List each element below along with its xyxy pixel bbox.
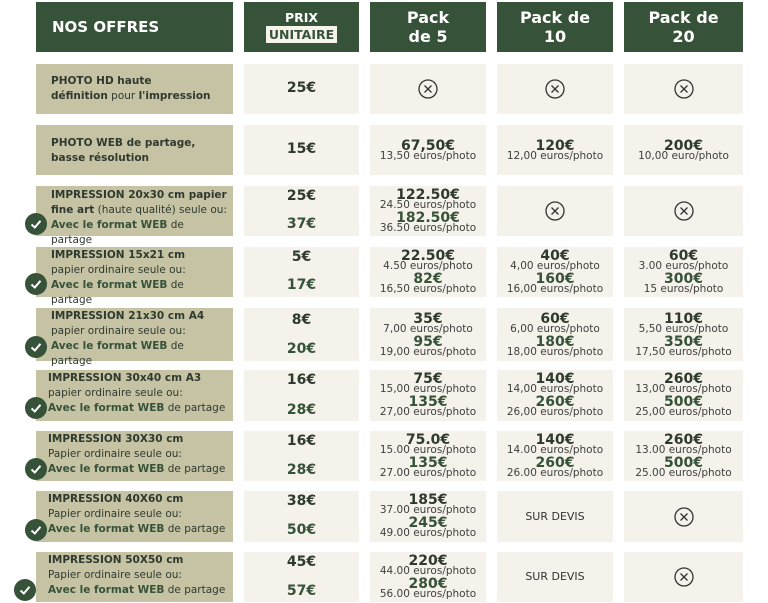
unit-price: 15€ <box>286 141 317 157</box>
check-circle-icon <box>25 519 47 541</box>
pack10-cell: 60€ 6,00 euros/photo 180€ 18,00 euros/photo <box>497 308 613 361</box>
header-offers-label: NOS OFFRES <box>52 18 160 36</box>
check-circle-icon <box>14 579 36 601</box>
pack20-cell: 260€ 13,00 euros/photo 500€ 25,00 euros/photo <box>624 370 743 421</box>
pack5-cell <box>370 125 486 175</box>
pack5-cell: 220€ 44.00 euros/photo 280€ 56.00 euros/photo <box>370 552 486 602</box>
row-label-40x60: IMPRESSION 40X60 cm Papier ordinaire seule ou: Avec le format WEB de partage <box>36 491 233 542</box>
pack5-cell: 75.0€ 15.00 euros/photo 135€ 27.00 euros/photo <box>370 431 486 481</box>
check-circle-icon <box>25 273 47 295</box>
check-circle-icon <box>25 336 47 358</box>
pack-price: 120€ <box>535 138 575 154</box>
row-label-15x21: IMPRESSION 15x21 cm papier ordinaire seule ou: Avec le format WEB de partage <box>36 247 233 297</box>
pack10-cell <box>497 552 613 602</box>
quote-text: SUR DEVIS <box>525 509 585 523</box>
circle-x-icon <box>545 79 565 99</box>
pack10-cell: 140€ 14,00 euros/photo 260€ 26,00 euros/photo <box>497 370 613 421</box>
pack20-cell: 110€ 5,50 euros/photo 350€ 17,50 euros/photo <box>624 308 743 361</box>
pack10-cell <box>497 125 613 175</box>
circle-x-icon <box>418 79 438 99</box>
pack20-cell: 60€ 3.00 euros/photo 300€ 15 euros/photo <box>624 247 743 297</box>
unit-price-cell <box>244 125 359 175</box>
pack5-cell: 75€ 15,00 euros/photo 135€ 27,00 euros/photo <box>370 370 486 421</box>
pack20-cell <box>624 552 743 602</box>
row-label-20x30: IMPRESSION 20x30 cm papier fine art (haute qualité) seule ou: Avec le format WEB de partage <box>36 186 233 236</box>
pack-price: 200€ <box>664 138 703 154</box>
row-label-50x50: IMPRESSION 50X50 cm Papier ordinaire seule ou: Avec le format WEB de partage <box>36 552 233 602</box>
unit-price-cell: 16€ 28€ <box>244 431 359 481</box>
header-pack-10: Pack de 10 <box>497 2 613 52</box>
unit-price-cell: 38€ 50€ <box>244 491 359 542</box>
unit-price: 25€ <box>286 80 317 96</box>
pack5-cell: 185€ 37.00 euros/photo 245€ 49.00 euros/photo <box>370 491 486 542</box>
circle-x-icon <box>674 201 694 221</box>
pack5-cell: 22.50€ 4.50 euros/photo 82€ 16,50 euros/photo <box>370 247 486 297</box>
per-photo-price: 13,50 euros/photo <box>379 150 477 162</box>
check-circle-icon <box>25 213 47 235</box>
unit-price-cell: 5€ 17€ <box>244 247 359 297</box>
pack5-cell: 35€ 7,00 euros/photo 95€ 19,00 euros/photo <box>370 308 486 361</box>
row-label-30x40: IMPRESSION 30x40 cm A3 papier ordinaire seule ou: Avec le format WEB de partage <box>36 370 233 421</box>
row-label-21x30: IMPRESSION 21x30 cm A4 papier ordinaire seule ou: Avec le format WEB de partage <box>36 308 233 361</box>
unit-price-cell: 8€ 20€ <box>244 308 359 361</box>
pack10-cell <box>497 64 613 114</box>
pack10-cell <box>497 491 613 542</box>
pack10-cell <box>497 186 613 236</box>
circle-x-icon <box>674 507 694 527</box>
unit-price-cell: 16€ 28€ <box>244 370 359 421</box>
pack20-cell <box>624 186 743 236</box>
circle-x-icon <box>674 567 694 587</box>
circle-x-icon <box>545 201 565 221</box>
unit-price-cell <box>244 64 359 114</box>
row-label-30x30: IMPRESSION 30X30 cm Papier ordinaire seule ou: Avec le format WEB de partage <box>36 431 233 481</box>
header-unit-price: PRIX UNITAIRE <box>244 2 359 52</box>
per-photo-price: 12,00 euros/photo <box>506 150 604 162</box>
unit-price-cell <box>244 186 359 236</box>
circle-x-icon <box>674 79 694 99</box>
check-circle-icon <box>25 397 47 419</box>
per-photo-price: 10,00 euro/photo <box>638 150 729 162</box>
pack20-cell <box>624 125 743 175</box>
pack10-cell: 40€ 4,00 euros/photo 160€ 16,00 euros/photo <box>497 247 613 297</box>
row-label-photo-hd: PHOTO HD haute définition pour l'impression <box>36 64 233 114</box>
header-pack-20: Pack de 20 <box>624 2 743 52</box>
pack20-cell <box>624 491 743 542</box>
pack-price: 67,50€ <box>400 138 456 154</box>
quote-text: SUR DEVIS <box>525 570 585 583</box>
pack10-cell: 140€ 14.00 euros/photo 260€ 26.00 euros/photo <box>497 431 613 481</box>
header-pack-5: Pack de 5 <box>370 2 486 52</box>
pack20-cell <box>624 64 743 114</box>
pack5-cell: 122.50€ 24.50 euros/photo 182.50€ 36.50 euros/photo <box>370 186 486 236</box>
header-offers <box>36 2 233 52</box>
unit-price-web: 37€ <box>286 216 317 232</box>
row-label-photo-web: PHOTO WEB de partage, basse résolution <box>36 125 233 175</box>
unit-price: 25€ <box>286 188 317 204</box>
pack20-cell: 260€ 13.00 euros/photo 500€ 25.00 euros/photo <box>624 431 743 481</box>
pack5-cell <box>370 64 486 114</box>
unit-price-cell: 45€ 57€ <box>244 552 359 602</box>
check-circle-icon <box>25 458 47 480</box>
